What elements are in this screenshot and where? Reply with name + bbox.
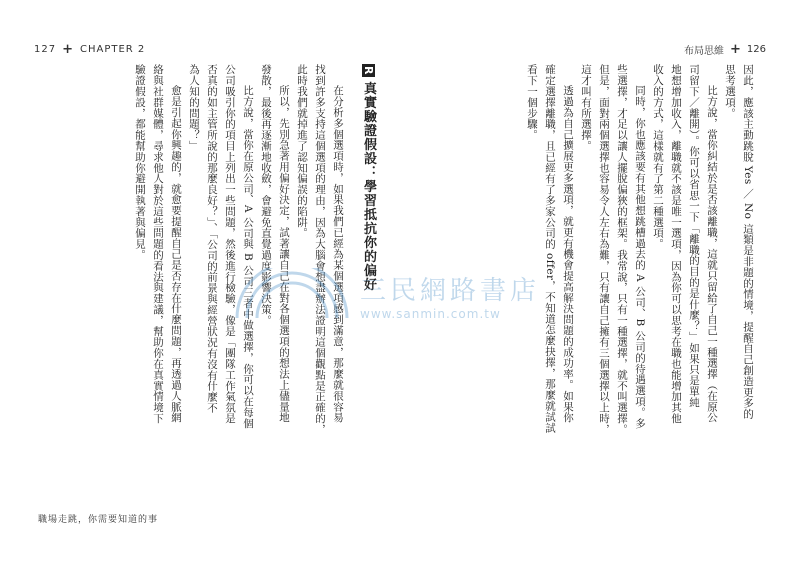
text-column: 這才叫有所選擇。 — [580, 64, 592, 152]
text-column: 發散，最後再逐漸地收斂，會避免直覺過度影響決策。 — [260, 64, 272, 326]
plus-icon: + — [730, 42, 741, 57]
text-column: 所以，先別急著用偏好決定，試著讓自己在對各個選項的想法上儘量地 — [278, 85, 290, 423]
chapter-label: CHAPTER 2 — [80, 44, 146, 55]
left-page-number: 127 — [34, 44, 57, 55]
text-column: 看下一個步驟。 — [526, 64, 538, 141]
text-column: 絡與社群媒體，尋求他人對於這些問題的看法與建議，幫助你在真實情境下 — [152, 64, 164, 424]
text-column: 愈是引起你興趣的，就愈要提醒自己是否存在什麼問題，再透過人脈網 — [170, 85, 182, 423]
text-column: 公司吸引你的項目上列出一些問題，然後進行檢驗，像是「團隊工作氣氛是 — [224, 64, 236, 424]
text-column: 收入的方式，這樣就有了第二種選項。 — [652, 64, 664, 250]
text-column: 驗證假設，都能幫助你避開執著與偏見。 — [134, 64, 146, 261]
text-column: 為人知的問題？」 — [188, 64, 200, 152]
text-column: 司留下／離開）。你可以省思一下「離職的目的是什麼？」如果只是單純 — [688, 64, 700, 408]
text-column: 但是，面對兩個選擇也容易令人左右為難，只有讓自己擁有三個選擇以上時， — [598, 64, 610, 435]
heading-text: 真實驗證假設：學習抵抗你的偏好 — [361, 81, 376, 292]
book-title-footer: 職場走跳，你需要知道的事 — [38, 515, 159, 525]
watermark — [232, 268, 592, 322]
text-column: 比方說，當你糾結於是否該離職，這就只留給了自己一種選擇（在原公 — [706, 85, 718, 423]
text-column: 確定選擇離職，且已經有了多家公司的 offer，不知道怎麼抉擇，那麼就試試 — [544, 64, 556, 433]
plus-icon: + — [62, 42, 74, 57]
heading-marker: R — [362, 66, 375, 76]
text-column: 比方說，當你在原公司、A 公司與 B 公司三者中做選擇，你可以在每個 — [242, 85, 254, 429]
text-column: 思考選項。 — [724, 64, 736, 119]
right-page-number: 126 — [746, 44, 766, 55]
text-column: 此時我們就掉進了認知偏誤的陷阱。 — [296, 64, 308, 239]
right-page-header — [684, 42, 766, 57]
watermark-logo-icon — [232, 268, 352, 322]
watermark-text: 三民網路書店 — [360, 275, 541, 306]
text-column: 透過為自己擴展更多選項，就更有機會提高解決問題的成功率。如果你 — [562, 85, 574, 423]
text-column: 同時，你也應該要有其他想跳槽過去的 A 公司、B 公司的待遇選項。多 — [634, 85, 646, 429]
text-column: 些選擇，才足以讓人擺脫偏狹的框架。我常說，只有一種選擇，就不叫選擇。 — [616, 64, 628, 435]
text-column: 因此，應該主動跳脫 Yes ／ No 這類是非題的情境，提醒自己創造更多的 — [742, 64, 754, 420]
text-column: 地想增加收入，離職就不該是唯一選項，因為你可以思考在職也能增加其他 — [670, 64, 682, 424]
watermark-url: www.sanmin.com.tw — [360, 306, 501, 321]
left-page-header — [34, 42, 145, 57]
text-column: 在分析多個選項時，如果我們已經為某個選項感到滿意，那麼就很容易 — [332, 85, 344, 423]
text-column: 否真的如主管所說的那麼良好？」、「公司的前景與經營狀況有沒有什麼不 — [206, 64, 218, 414]
text-column: 找到許多支持這個選項的理由，因為大腦會想盡辦法證明這個觀點是正確的， — [314, 64, 326, 435]
section-title: 布局思維 — [684, 46, 724, 57]
